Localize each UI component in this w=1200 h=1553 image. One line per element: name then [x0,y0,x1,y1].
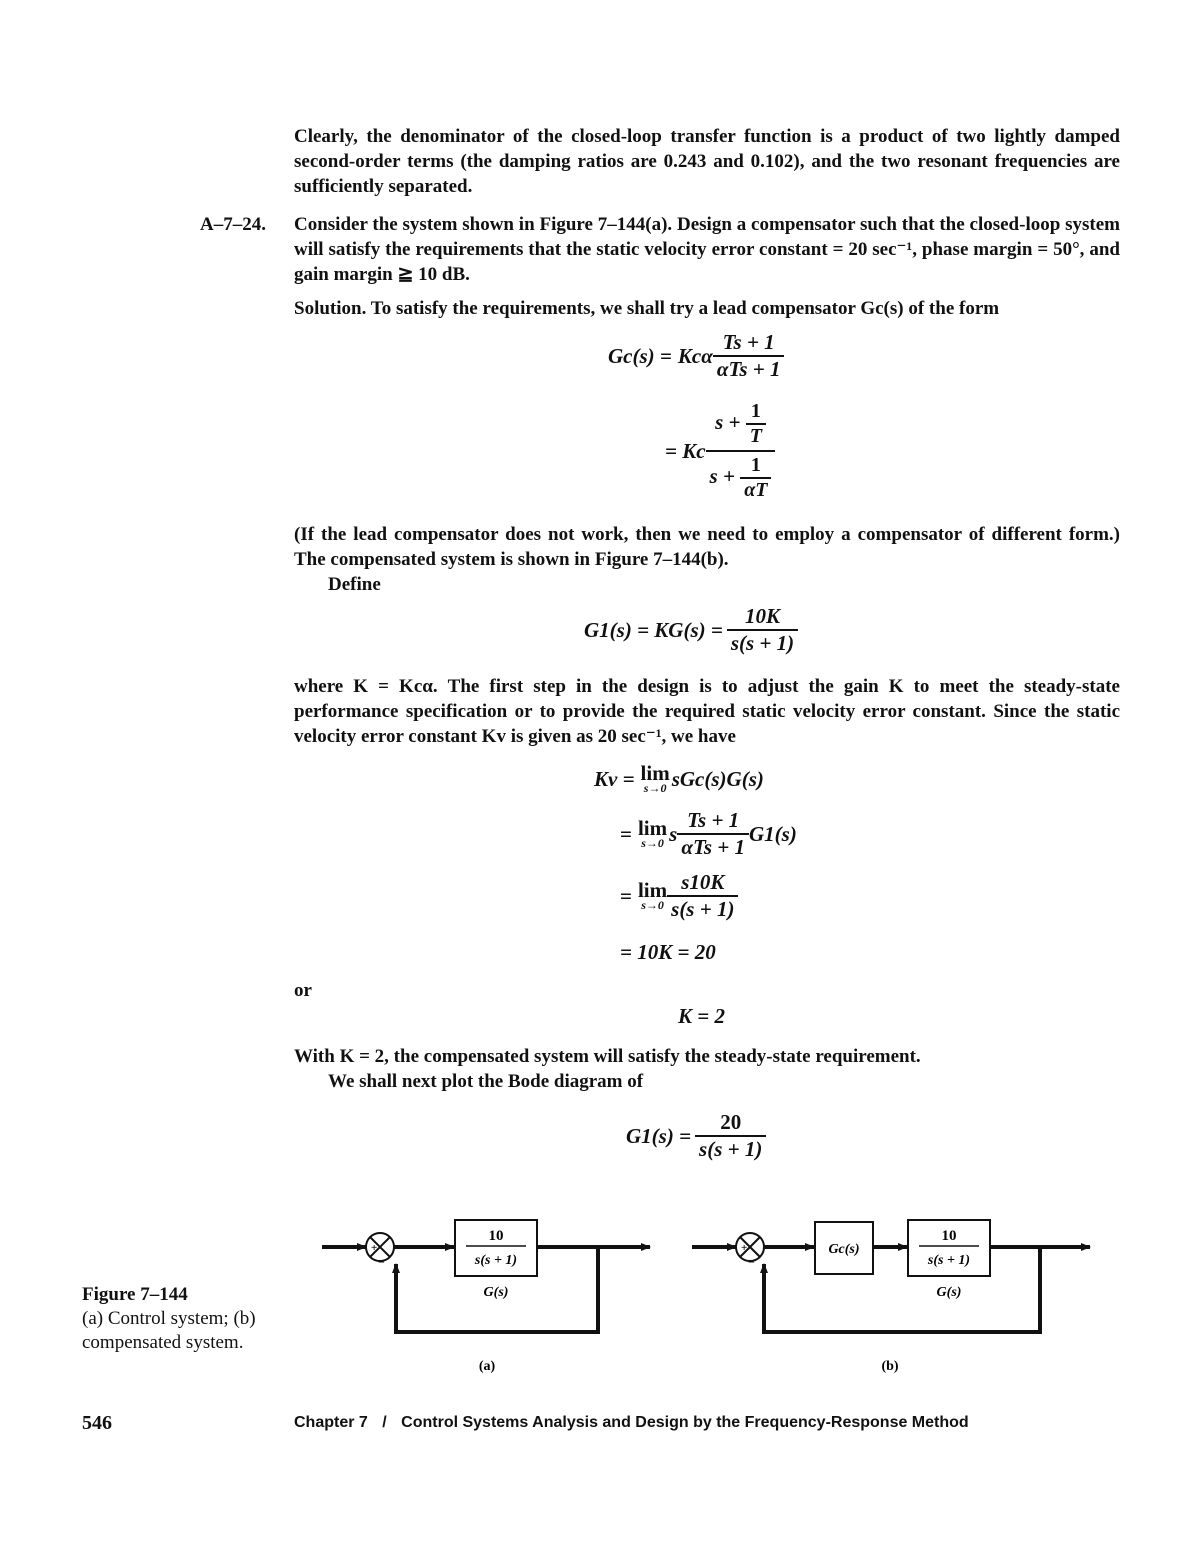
figure-caption-text: (a) Control system; (b) compensated system. [82,1308,256,1353]
solution-text: To satisfy the requirements, we shall try a lead compensator Gc(s) of the form [370,298,1000,319]
para-with: With K = 2, the compensated system will satisfy the steady-state requirement. [294,1046,921,1067]
eq-gc-line2 [665,400,775,502]
diagram-b-summing-junction [736,1233,764,1269]
solution-line [294,296,1120,321]
block-diagrams [0,1200,1200,1380]
or-label: or [294,980,312,1001]
eq-gc-fraction [713,330,785,382]
eq-gc-lhs: Gc(s) = [608,343,672,368]
eq-g1 [584,604,798,656]
eq-gc2-num-a: s + [715,409,741,434]
eq-gc2-lhs: = Kc [665,438,706,463]
eq-gc-den: αTs + 1 [716,357,781,381]
diagram-a-block-label: G(s) [483,1285,509,1300]
eq-kv-l3-num: s10K [667,870,738,897]
eq-kv-l2-eq: = [620,821,632,846]
eq-g1-final [626,1110,766,1162]
eq-g1-num: 10K [727,604,798,631]
eq-gc2-den-frac-num: 1 [740,454,771,479]
eq-g1-final-lhs: G1(s) = [626,1123,692,1148]
footer-chapter: Chapter 7 [294,1414,368,1431]
diagram-a-sum-minus: − [378,1255,385,1269]
eq-kv-l3-den: s(s + 1) [671,897,735,921]
eq-g1-final-den: s(s + 1) [699,1137,763,1161]
eq-g1-final-num: 20 [695,1110,766,1137]
eq-kv-line2 [620,808,797,860]
eq-kv-l3-fraction [667,870,738,922]
eq-gc2-den-a: s + [709,463,735,488]
diagram-a-label: (a) [478,1359,496,1374]
eq-g1-lhs: G1(s) = KG(s) = [584,617,723,642]
para-next: We shall next plot the Bode diagram of [328,1071,644,1092]
intro-paragraph: Clearly, the denominator of the closed-loop transfer function is a product of two lightly damped second-order terms (the damping ratios are 0.243 and 0.102), and the two resonant frequencies are sufficiently separated. [294,126,1120,197]
eq-g1-final-fraction [695,1110,766,1162]
problem-text: Consider the system shown in Figure 7–144(a). Design a compensator such that the closed-loop system will satisfy the requirements that the static velocity error constant = 20 sec⁻¹, phase margin = 50°, and gain margin ≧ 10 dB. [294,214,1120,285]
eq-kv-l2-lim [637,816,668,850]
diagram-a-block-num: 10 [488,1228,504,1244]
diagram-b-block-num: 10 [941,1228,957,1244]
problem-number: A–7–24. [200,214,266,235]
diagram-b-sum-minus: − [748,1255,755,1269]
eq-kv-l2-lim-text: lim [637,816,668,840]
eq-kv-l3-eq: = [620,883,632,908]
diagram-b-feedback-path [764,1247,1040,1332]
para-if: (If the lead compensator does not work, then we need to employ a compensator of different form.) The compensated system is shown in Figure 7–144(b). [294,524,1120,570]
diagram-a-sum-plus: + [371,1242,378,1254]
eq-kv-line4: = 10K = 20 [620,940,716,964]
eq-kv-l1-rhs: sGc(s)G(s) [671,766,764,791]
eq-g1-den: s(s + 1) [730,631,795,655]
eq-kv-l2-lim-sub: s→0 [641,836,664,850]
eq-g1-fraction [727,604,798,656]
page-number: 546 [82,1412,112,1434]
define-label: Define [328,574,381,595]
eq-kv-l3-lim [637,878,668,912]
eq-kv-l3-lim-text: lim [637,878,668,902]
eq-kv-line3 [620,870,738,922]
eq-kv-l2-pre: s [669,821,678,846]
footer-title: Control Systems Analysis and Design by the Frequency-Response Method [401,1414,969,1431]
eq-kv-l2-fraction [677,808,749,860]
eq-kv-l1-lim [640,761,670,795]
figure-caption-title: Figure 7–144 [82,1284,188,1305]
eq-gc2-fraction [706,400,776,502]
diagram-b-sum-plus: + [741,1242,748,1254]
eq-kv-l2-post: G1(s) [748,821,797,846]
para-where: where K = Kcα. The first step in the design is to adjust the gain K to meet the steady-state performance specification or to provide the required static velocity error constant. Since the static velocity error constant Kv is given as 20 sec⁻¹, we have [294,676,1120,747]
diagram-a-summing-junction [366,1233,394,1269]
diagram-b-block-label: G(s) [936,1285,962,1300]
eq-gc2-den-frac-den: αT [744,479,768,501]
eq-kv-l3-lim-sub: s→0 [641,898,664,912]
eq-kv-l2-den: αTs + 1 [681,835,745,859]
eq-kv-line1 [594,761,764,795]
eq-gc2-num-frac-den: T [749,425,762,447]
diagram-b-label: (b) [881,1359,899,1374]
running-footer [294,1414,969,1432]
eq-kv-l1-lim-sub: s→0 [643,781,667,795]
footer-separator: / [382,1414,387,1431]
eq-kv-l2-num: Ts + 1 [677,808,749,835]
eq-gc-num: Ts + 1 [713,330,785,357]
eq-gc-gain: Kcα [677,343,713,368]
eq-kv-l1-lhs: Kv = [594,766,635,791]
solution-label: Solution. [294,298,367,319]
diagram-a [322,1220,650,1374]
eq-gc-line1 [608,330,784,382]
eq-k: K = 2 [678,1004,725,1028]
diagram-b [692,1220,1090,1374]
diagram-b-compensator-label: Gc(s) [828,1242,860,1257]
diagram-a-block-den: s(s + 1) [474,1253,518,1268]
eq-kv-l1-lim-text: lim [640,761,670,785]
diagram-b-block-den: s(s + 1) [927,1253,971,1268]
eq-gc2-num-frac-num: 1 [746,400,766,425]
